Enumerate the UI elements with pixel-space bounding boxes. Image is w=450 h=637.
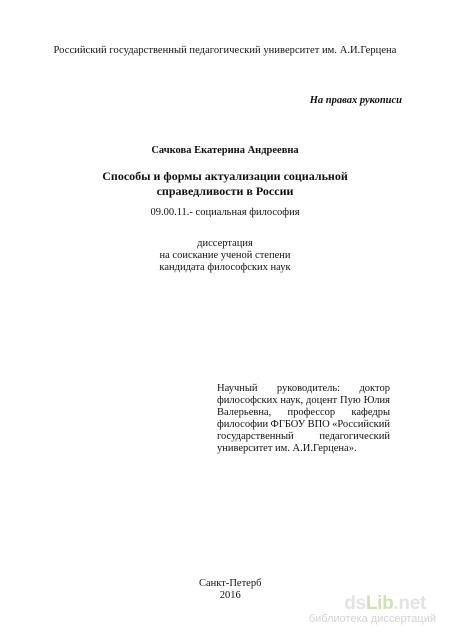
dissertation-title <box>0 169 450 199</box>
advisor-word: ФГБОУ <box>270 419 306 430</box>
title-line-2: справедливости в России <box>156 184 294 198</box>
university-name: Российский государственный педагогический университет им. А.И.Герцена <box>53 45 397 56</box>
advisor-word: кафедры <box>351 407 390 418</box>
advisor-word: руководитель: <box>276 383 341 394</box>
degree-line-3: кандидата философских наук <box>159 262 291 273</box>
advisor-word: наук, <box>280 395 304 406</box>
advisor-word: доцент <box>306 395 338 406</box>
advisor-word: «Российский <box>332 419 390 430</box>
scientific-advisor-block <box>217 383 390 455</box>
advisor-line-5 <box>217 431 390 443</box>
advisor-word: философских <box>217 395 278 406</box>
advisor-word: ВПО <box>307 419 330 430</box>
advisor-line-1 <box>217 383 390 395</box>
advisor-line-3 <box>217 407 390 419</box>
logo-part-net: .net <box>393 593 426 614</box>
advisor-word: университет им. А.И.Герцена». <box>217 443 357 454</box>
advisor-word: профессор <box>287 407 336 418</box>
manuscript-rights-note: На правах рукописи <box>309 95 402 106</box>
advisor-word: философии <box>217 419 269 430</box>
year: 2016 <box>219 590 241 601</box>
watermark-caption: библиотека диссертаций <box>308 613 436 625</box>
degree-line-1: диссертация <box>197 238 253 249</box>
city-and-year <box>199 578 261 602</box>
advisor-word: Валерьевна, <box>217 407 272 418</box>
logo-part-lib: Lib <box>365 593 394 614</box>
advisor-line-2 <box>217 395 390 407</box>
city-name: Санкт-Петерб <box>199 578 262 589</box>
dslib-watermark <box>308 593 436 627</box>
advisor-line-6 <box>217 443 390 455</box>
advisor-line-4 <box>217 419 390 431</box>
advisor-word: Научный <box>217 383 258 394</box>
advisor-word: Юлия <box>363 395 390 406</box>
advisor-word: государственный <box>217 431 294 442</box>
advisor-word: доктор <box>359 383 390 394</box>
title-line-1: Способы и формы актуализации социальной <box>102 169 348 183</box>
advisor-word: Пую <box>340 395 361 406</box>
degree-line-2: на соискание ученой степени <box>159 250 291 261</box>
specialty-code: 09.00.11.- социальная философия <box>150 207 300 218</box>
degree-statement <box>0 238 450 274</box>
author-name: Сачкова Екатерина Андреевна <box>151 145 299 156</box>
dslib-logo <box>344 593 426 615</box>
logo-part-ds: ds <box>344 593 366 614</box>
advisor-word: педагогический <box>319 431 390 442</box>
